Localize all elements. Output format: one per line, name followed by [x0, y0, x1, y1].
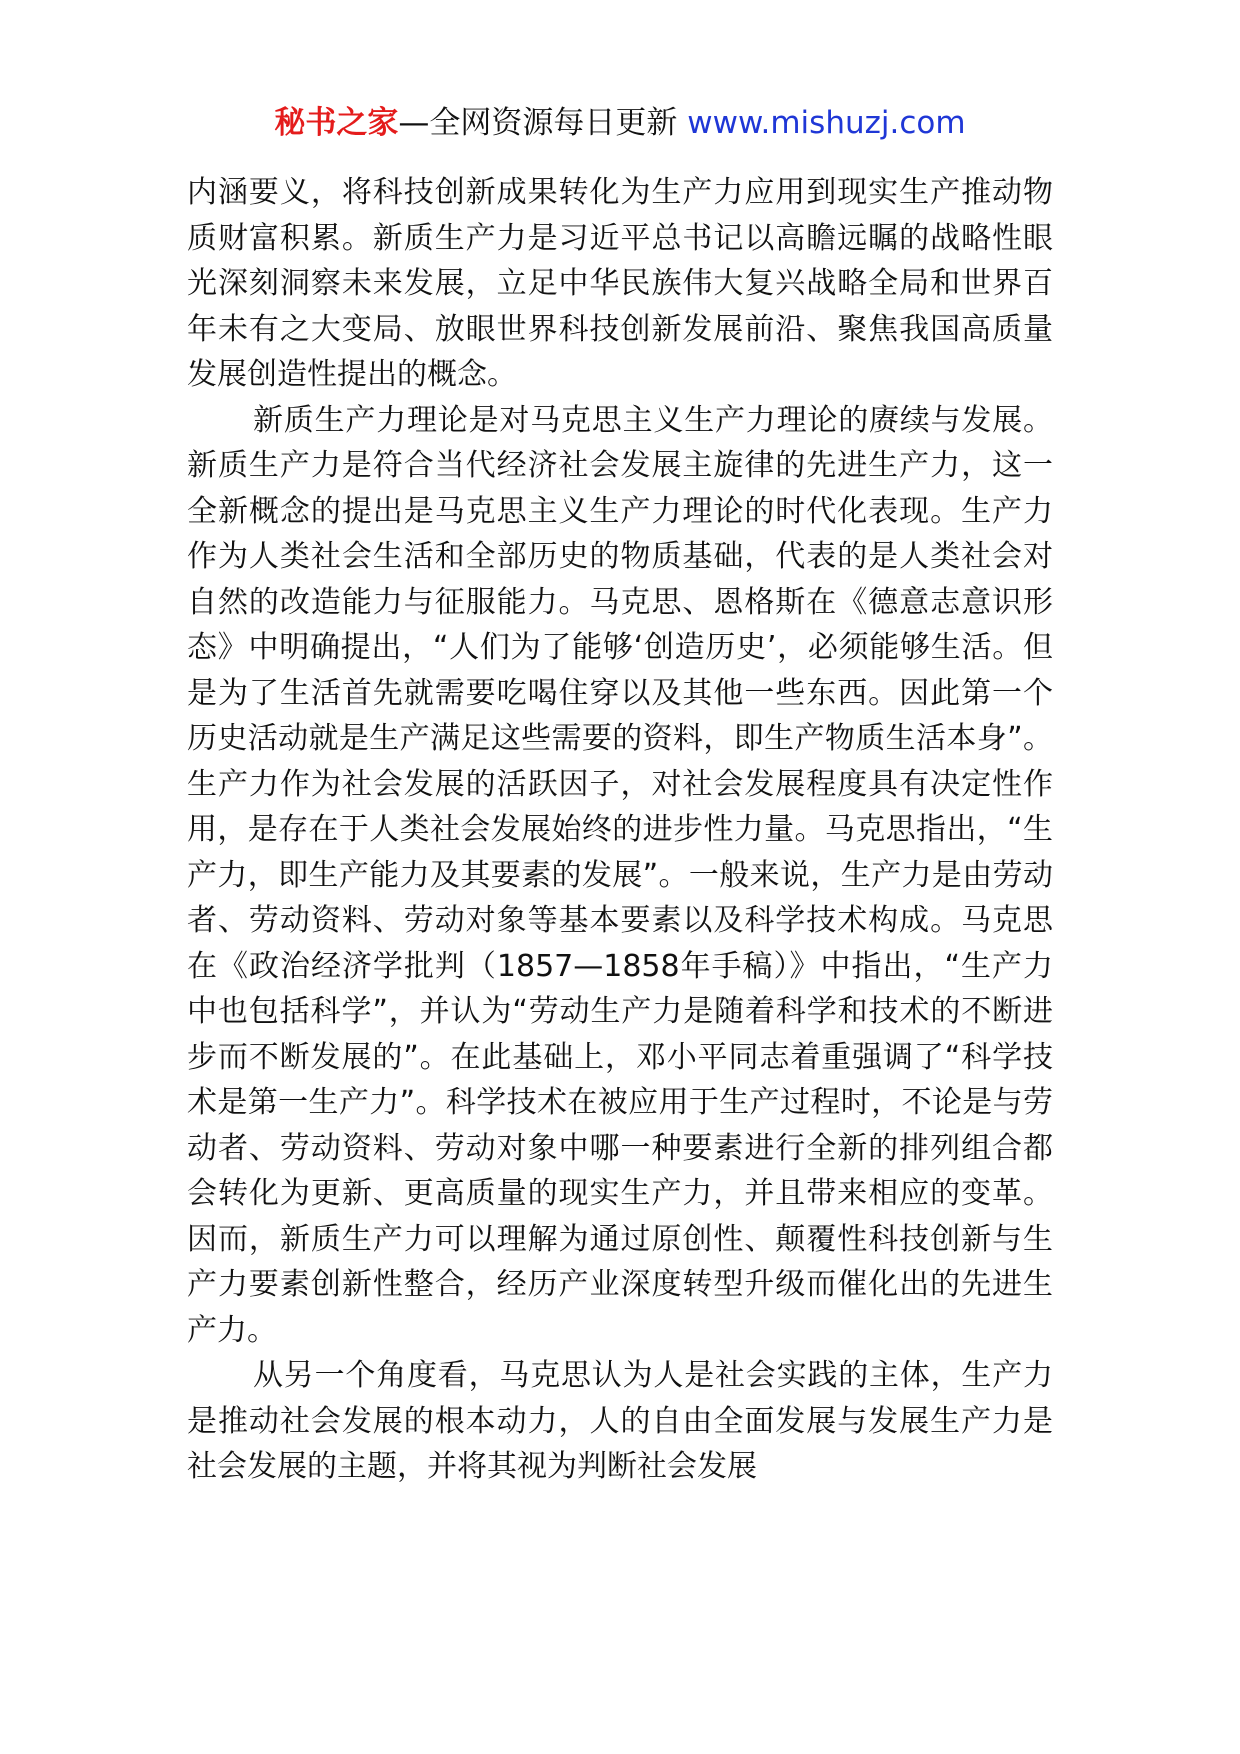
document-body	[187, 170, 1053, 1490]
header-tagline: —全网资源每日更新	[398, 105, 678, 141]
site-url-link[interactable]: www.mishuzj.com	[687, 105, 966, 141]
paragraph-2: 新质生产力理论是对马克思主义生产力理论的赓续与发展。新质生产力是符合当代经济社会发展主旋律的先进生产力，这一全新概念的提出是马克思主义生产力理论的时代化表现。生产力作为人类社会生活和全部历史的物质基础，代表的是人类社会对自然的改造能力与征服能力。马克思、恩格斯在《德意志意识形态》中明确提出，“人们为了能够‘创造历史’，必须能够生活。但是为了生活首先就需要吃喝住穿以及其他一些东西。因此第一个历史活动就是生产满足这些需要的资料，即生产物质生活本身”。生产力作为社会发展的活跃因子，对社会发展程度具有决定性作用，是存在于人类社会发展始终的进步性力量。马克思指出，“生产力，即生产能力及其要素的发展”。一般来说，生产力是由劳动者、劳动资料、劳动对象等基本要素以及科学技术构成。马克思在《政治经济学批判（1857—1858年手稿）》中指出，“生产力中也包括科学”，并认为“劳动生产力是随着科学和技术的不断进步而不断发展的”。在此基础上，邓小平同志着重强调了“科学技术是第一生产力”。科学技术在被应用于生产过程时，不论是与劳动者、劳动资料、劳动对象中哪一种要素进行全新的排列组合都会转化为更新、更高质量的现实生产力，并且带来相应的变革。因而，新质生产力可以理解为通过原创性、颠覆性科技创新与生产力要素创新性整合，经历产业深度转型升级而催化出的先进生产力。	[187, 402, 1053, 1348]
paragraph-3: 从另一个角度看，马克思认为人是社会实践的主体，生产力是推动社会发展的根本动力，人的自由全面发展与发展生产力是社会发展的主题，并将其视为判断社会发展	[187, 1358, 1053, 1484]
page-header	[0, 100, 1240, 146]
paragraph-1: 内涵要义，将科技创新成果转化为生产力应用到现实生产推动物质财富积累。新质生产力是习近平总书记以高瞻远瞩的战略性眼光深刻洞察未来发展，立足中华民族伟大复兴战略全局和世界百年未有之大变局、放眼世界科技创新发展前沿、聚焦我国高质量发展创造性提出的概念。	[187, 175, 1053, 392]
brand-name: 秘书之家	[274, 105, 399, 141]
